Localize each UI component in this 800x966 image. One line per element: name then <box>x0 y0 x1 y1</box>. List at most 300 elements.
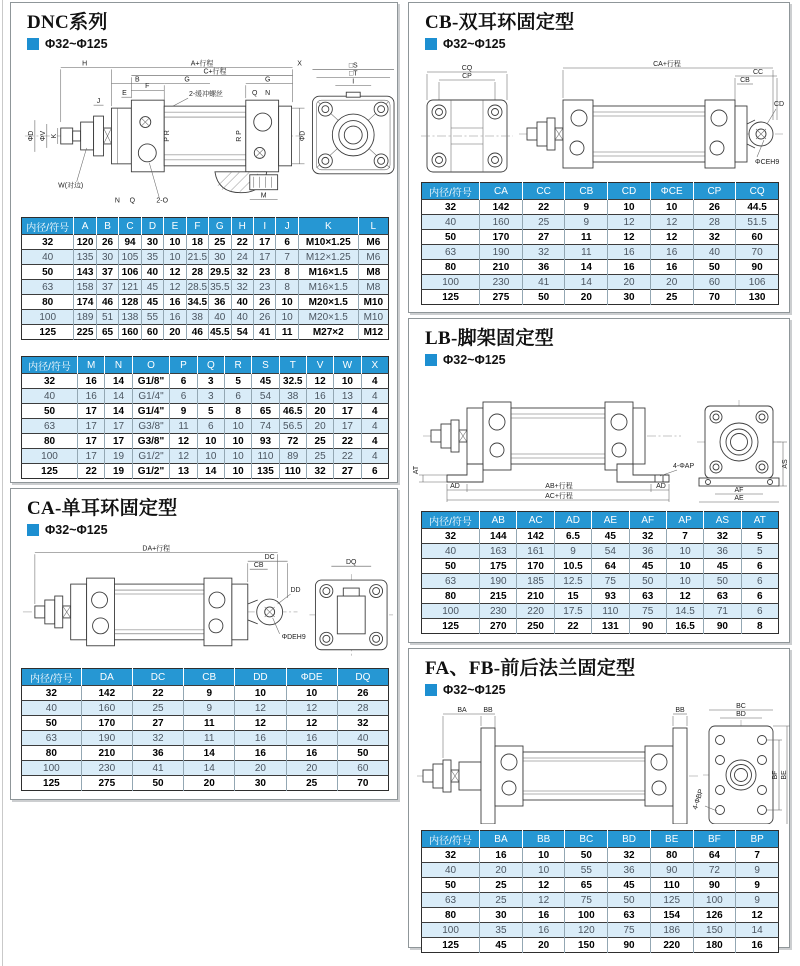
table-row <box>22 686 389 701</box>
table-cell: 40 <box>209 310 231 325</box>
dim-label-a-stroke: A+行程 <box>190 60 214 68</box>
table-cell: 6 <box>170 389 197 404</box>
column-header: R <box>224 357 251 374</box>
table-cell: 16 <box>78 374 105 389</box>
dim-label-bf: BF <box>772 770 779 780</box>
table-row <box>22 464 389 479</box>
table-cell: 22 <box>132 686 183 701</box>
table-cell: 80 <box>650 848 693 863</box>
table-cell: 12 <box>522 878 565 893</box>
column-header: G <box>209 218 231 235</box>
table-cell: 32 <box>693 230 736 245</box>
table-cell: 17 <box>78 449 105 464</box>
table-cell: 6 <box>741 574 778 589</box>
table-cell: 29.5 <box>210 266 230 278</box>
table-cell: 174 <box>74 295 96 310</box>
table-cell: 190 <box>81 731 132 746</box>
table-cell: 20 <box>608 275 651 290</box>
column-header: DC <box>132 669 183 686</box>
table-row <box>22 374 389 389</box>
table-cell: 55 <box>141 310 163 325</box>
table-row <box>22 434 389 449</box>
table-cell: 6 <box>361 464 388 479</box>
table-cell: 90 <box>736 260 779 275</box>
table-row <box>22 389 389 404</box>
table-cell: 30 <box>96 250 118 265</box>
table-cell: 90 <box>704 619 741 634</box>
column-header: 内径/符号 <box>422 512 480 529</box>
table-row <box>422 230 779 245</box>
table-cell: 80 <box>422 589 480 604</box>
table-row <box>422 559 779 574</box>
column-header: BB <box>522 831 565 848</box>
table-row <box>422 215 779 230</box>
column-header: CP <box>693 183 736 200</box>
table-cell: 6 <box>170 374 197 389</box>
table-cell: 154 <box>650 908 693 923</box>
table-cell: 12 <box>164 265 186 280</box>
table-row <box>422 260 779 275</box>
dim-label-g2: G <box>264 76 271 84</box>
table-cell: 5 <box>741 544 778 559</box>
table-cell: 80 <box>22 746 82 761</box>
table-cell: 220 <box>517 604 554 619</box>
dim-label-ba: BA <box>457 707 467 714</box>
dim-label-phid-right: ΦD <box>299 130 307 142</box>
dim-label-4-phiap: 4-ΦAP <box>673 463 695 470</box>
table-cell: 16 <box>235 731 286 746</box>
column-header: P <box>170 357 197 374</box>
table-cell: 41 <box>132 761 183 776</box>
table-cell: 110 <box>279 464 306 479</box>
table-cell: 14 <box>565 275 608 290</box>
table-cell: 9 <box>736 863 779 878</box>
table-cell: 72 <box>693 863 736 878</box>
table-cell: 20 <box>306 404 333 419</box>
column-header: S <box>252 357 279 374</box>
table-cell: 26 <box>337 686 388 701</box>
table-cell: 55 <box>565 863 608 878</box>
table-cell: 60 <box>736 230 779 245</box>
table-cell: 45 <box>141 280 163 295</box>
table-cell: 20 <box>522 938 565 953</box>
table-cell: 9 <box>170 404 197 419</box>
table-cell: 10 <box>522 863 565 878</box>
table-row <box>22 419 389 434</box>
table-cell: 14 <box>565 260 608 275</box>
table-cell: 32 <box>422 529 480 544</box>
table-cell: 90 <box>650 863 693 878</box>
dim-label-e: E <box>122 90 127 98</box>
table-cell: 5 <box>197 404 224 419</box>
table-cell: 9 <box>184 701 235 716</box>
table-cell: 27 <box>522 230 565 245</box>
table-row <box>22 295 389 310</box>
table-cell: 10 <box>224 434 251 449</box>
table-cell: 50 <box>704 574 741 589</box>
table-cell: G3/8" <box>132 419 170 434</box>
table-cell: 45.5 <box>210 326 230 338</box>
column-header: W <box>334 357 361 374</box>
table-cell: 16 <box>306 389 333 404</box>
table-cell: M8 <box>358 265 388 280</box>
table-cell: 144 <box>480 529 517 544</box>
table-cell: 275 <box>81 776 132 791</box>
dim-label-p-r: P R <box>164 130 172 142</box>
column-header: CD <box>608 183 651 200</box>
table-cell: 12 <box>286 716 337 731</box>
section-cb <box>408 2 790 313</box>
table-cell: 13 <box>170 464 197 479</box>
table-cell: 36 <box>132 746 183 761</box>
column-header: 内径/符号 <box>22 357 78 374</box>
table-cell: 160 <box>480 215 523 230</box>
table-cell: M12 <box>358 325 388 340</box>
column-header: O <box>132 357 170 374</box>
table-cell: 10.5 <box>554 559 591 574</box>
header-row <box>422 512 779 529</box>
table-cell: 16 <box>608 260 651 275</box>
table-cell: 56.5 <box>279 419 306 434</box>
bullet-square-icon <box>27 524 39 536</box>
table-row <box>422 589 779 604</box>
table-cell: 7 <box>736 848 779 863</box>
table-cell: 100 <box>422 923 480 938</box>
dim-label-af: AF <box>734 487 744 494</box>
table-cell: 63 <box>22 419 78 434</box>
table-cell: 16 <box>736 938 779 953</box>
table-cell: 40 <box>422 544 480 559</box>
table-cell: 20 <box>184 776 235 791</box>
column-header: I <box>254 218 276 235</box>
table-cell: 163 <box>480 544 517 559</box>
table-cell: 44.5 <box>736 200 779 215</box>
table-cell: 106 <box>736 275 779 290</box>
table-cell: 20 <box>286 761 337 776</box>
table-cell: 15 <box>554 589 591 604</box>
table-cell: 17.5 <box>554 604 591 619</box>
table-cell: 50 <box>132 776 183 791</box>
table-row <box>422 544 779 559</box>
table-cell: 14.5 <box>666 604 703 619</box>
table-cell: 11 <box>184 716 235 731</box>
table-cell: 25 <box>650 290 693 305</box>
dim-label-ca-stroke: CA+行程 <box>653 61 681 68</box>
header-row <box>422 183 779 200</box>
table-cell: M8 <box>358 280 388 295</box>
table-cell: 32 <box>704 529 741 544</box>
table-cell: 22 <box>334 449 361 464</box>
table-cell: 10 <box>224 449 251 464</box>
table-cell: 131 <box>592 619 629 634</box>
table-cell: 12.5 <box>554 574 591 589</box>
table-cell: 4 <box>361 419 388 434</box>
table-cell: 32 <box>22 686 82 701</box>
table-cell: 22 <box>78 464 105 479</box>
dim-label-m: M <box>260 192 267 200</box>
column-header: AC <box>517 512 554 529</box>
table-cell: M10 <box>358 310 388 325</box>
table-cell: 100 <box>22 310 74 325</box>
table-cell: 50 <box>337 746 388 761</box>
table-cell: 22 <box>231 235 253 250</box>
dnc-end-view <box>312 62 394 173</box>
ca-technical-drawing <box>11 542 399 660</box>
table-cell: 19 <box>105 449 132 464</box>
table-cell: 50 <box>422 878 480 893</box>
table-cell: 12 <box>170 449 197 464</box>
section-title-lb: LB-脚架固定型 <box>425 328 555 349</box>
column-header: BP <box>736 831 779 848</box>
column-header: B <box>96 218 118 235</box>
dim-label-cb: CB <box>253 562 264 570</box>
column-header: K <box>298 218 358 235</box>
table-cell: G1/4" <box>132 389 170 404</box>
dim-label-c-stroke: C+行程 <box>203 68 227 76</box>
table-cell: 32 <box>422 848 480 863</box>
table-cell: 138 <box>119 310 141 325</box>
table-cell: 36 <box>522 260 565 275</box>
table-cell: G1/8" <box>132 374 170 389</box>
section-fa-fb <box>408 648 790 951</box>
table-cell: 75 <box>608 923 651 938</box>
column-header: L <box>358 218 388 235</box>
table-cell: 9 <box>565 200 608 215</box>
table-cell: 54 <box>252 389 279 404</box>
table-cell: 24 <box>231 250 253 265</box>
table-cell: 63 <box>608 908 651 923</box>
column-header: C <box>119 218 141 235</box>
table-cell: 32 <box>337 716 388 731</box>
table-cell: 210 <box>480 260 523 275</box>
table-cell: 32 <box>132 731 183 746</box>
dim-label-ad-right: AD <box>656 483 666 490</box>
table-cell: 26 <box>254 310 276 325</box>
table-cell: 80 <box>422 908 480 923</box>
dim-label-phid-left: ΦD <box>27 130 35 142</box>
column-header: 内径/符号 <box>22 669 82 686</box>
table-cell: 30 <box>235 776 286 791</box>
table-cell: 100 <box>565 908 608 923</box>
table-cell: 72 <box>279 434 306 449</box>
bore-range-text: Φ32~Φ125 <box>443 352 506 367</box>
table-cell: 18 <box>186 235 208 250</box>
table-cell: M6 <box>358 235 388 250</box>
column-header: V <box>306 357 333 374</box>
table-row <box>422 604 779 619</box>
header-row <box>422 831 779 848</box>
table-cell: 135 <box>74 250 96 265</box>
table-row <box>422 290 779 305</box>
table-row <box>22 310 389 325</box>
table-cell: 90 <box>608 938 651 953</box>
table-cell: 25 <box>480 893 523 908</box>
table-cell: 100 <box>22 449 78 464</box>
table-cell: M6 <box>358 250 388 265</box>
table-cell: 50 <box>22 265 74 280</box>
table-cell: 35.5 <box>210 281 230 293</box>
table-cell: 161 <box>517 544 554 559</box>
table-cell: 32 <box>231 280 253 295</box>
table-cell: 10 <box>164 235 186 250</box>
table-row <box>22 731 389 746</box>
table-cell: 30 <box>608 290 651 305</box>
table-cell: 120 <box>565 923 608 938</box>
table-cell: 17 <box>254 250 276 265</box>
table-cell: 22 <box>522 200 565 215</box>
table-cell: 16 <box>78 389 105 404</box>
table-cell: 20 <box>235 761 286 776</box>
table-cell: 8 <box>276 265 298 280</box>
table-cell: 10 <box>666 574 703 589</box>
table-cell: 6.5 <box>554 529 591 544</box>
table-cell: 20 <box>650 275 693 290</box>
table-cell: 10 <box>235 686 286 701</box>
column-header: AF <box>629 512 666 529</box>
table-cell: 65 <box>96 325 118 340</box>
table-cell: 90 <box>693 878 736 893</box>
table-cell: 20 <box>480 863 523 878</box>
table-cell: 17 <box>254 235 276 250</box>
dim-label-square-s: □S <box>348 62 358 70</box>
table-cell: 105 <box>119 250 141 265</box>
table-cell: 4 <box>361 449 388 464</box>
table-cell: 250 <box>517 619 554 634</box>
table-cell: 17 <box>334 404 361 419</box>
table-cell: 110 <box>592 604 629 619</box>
table-cell: 64 <box>693 848 736 863</box>
table-cell: M16×1.5 <box>298 265 358 280</box>
table-cell: 38 <box>186 310 208 325</box>
header-row <box>22 218 389 235</box>
column-header: BA <box>480 831 523 848</box>
table-cell: 10 <box>286 686 337 701</box>
dim-label-f: F <box>145 83 150 91</box>
fa-fb-dimension-table <box>421 830 779 953</box>
column-header: CQ <box>736 183 779 200</box>
table-cell: 38 <box>279 389 306 404</box>
table-cell: 90 <box>629 619 666 634</box>
cb-bracket-end-view <box>421 65 513 172</box>
table-cell: 36 <box>629 544 666 559</box>
dim-label-n-top: N <box>265 90 271 98</box>
table-cell: 65 <box>252 404 279 419</box>
table-cell: 10 <box>224 419 251 434</box>
table-cell: 100 <box>22 761 82 776</box>
column-header: J <box>276 218 298 235</box>
table-cell: 37 <box>96 280 118 295</box>
table-cell: 16 <box>522 908 565 923</box>
table-cell: 12 <box>736 908 779 923</box>
table-cell: 40 <box>231 310 253 325</box>
column-header: CB <box>184 669 235 686</box>
table-cell: 45 <box>141 295 163 310</box>
table-cell: 175 <box>480 559 517 574</box>
table-cell: 11 <box>565 230 608 245</box>
table-row <box>422 908 779 923</box>
table-cell: 30 <box>209 250 231 265</box>
table-cell: 63 <box>22 731 82 746</box>
table-cell: 93 <box>252 434 279 449</box>
table-row <box>422 574 779 589</box>
lb-technical-drawing <box>409 372 791 506</box>
table-cell: 70 <box>736 245 779 260</box>
table-cell: 16 <box>480 848 523 863</box>
table-cell: 40 <box>422 215 480 230</box>
table-cell: 40 <box>22 250 74 265</box>
bore-range-row <box>425 683 789 696</box>
table-cell: 10 <box>522 848 565 863</box>
table-cell: M16×1.5 <box>298 280 358 295</box>
table-cell: 25 <box>306 449 333 464</box>
table-cell: 60 <box>337 761 388 776</box>
dim-label-q-bottom: Q <box>129 197 136 205</box>
table-cell: 37 <box>96 265 118 280</box>
dim-label-b: B <box>135 76 140 84</box>
table-cell: 14 <box>105 374 132 389</box>
section-dnc <box>10 2 398 483</box>
dim-label-ad-left: AD <box>450 483 460 490</box>
table-cell: 12 <box>170 434 197 449</box>
table-cell: 7 <box>666 529 703 544</box>
table-cell: 210 <box>517 589 554 604</box>
table-cell: 35 <box>480 923 523 938</box>
column-header: BF <box>693 831 736 848</box>
table-cell: 4 <box>361 434 388 449</box>
table-cell: 13 <box>334 389 361 404</box>
table-row <box>422 200 779 215</box>
table-cell: 4 <box>361 404 388 419</box>
table-cell: 41 <box>522 275 565 290</box>
table-row <box>22 265 389 280</box>
table-row <box>22 761 389 776</box>
fa-flange-end-view <box>692 703 790 824</box>
table-cell: 10 <box>608 200 651 215</box>
table-cell: 210 <box>81 746 132 761</box>
table-row <box>22 449 389 464</box>
table-cell: 6 <box>741 604 778 619</box>
dim-label-g1: G <box>184 76 190 84</box>
table-cell: 10 <box>197 449 224 464</box>
table-cell: 63 <box>22 280 74 295</box>
column-header: BD <box>608 831 651 848</box>
table-cell: 100 <box>693 893 736 908</box>
table-cell: 12 <box>235 701 286 716</box>
table-cell: 50 <box>693 260 736 275</box>
lb-side-view <box>413 402 694 502</box>
table-cell: 27 <box>334 464 361 479</box>
table-cell: 8 <box>276 280 298 295</box>
table-cell: 142 <box>81 686 132 701</box>
column-header: T <box>279 357 306 374</box>
table-cell: 170 <box>517 559 554 574</box>
table-cell: 5 <box>741 529 778 544</box>
column-header: E <box>164 218 186 235</box>
bullet-square-icon <box>27 38 39 50</box>
header-row <box>22 669 389 686</box>
table-cell: 270 <box>480 619 517 634</box>
header-row <box>22 357 389 374</box>
table-cell: 25 <box>522 215 565 230</box>
dim-label-q-top: Q <box>252 90 258 98</box>
table-cell: 70 <box>337 776 388 791</box>
dim-label-as: AS <box>782 459 789 469</box>
table-row <box>22 325 389 340</box>
table-cell: 186 <box>650 923 693 938</box>
column-header: AP <box>666 512 703 529</box>
dim-label-r-p: R P <box>235 130 243 142</box>
column-header: BE <box>650 831 693 848</box>
